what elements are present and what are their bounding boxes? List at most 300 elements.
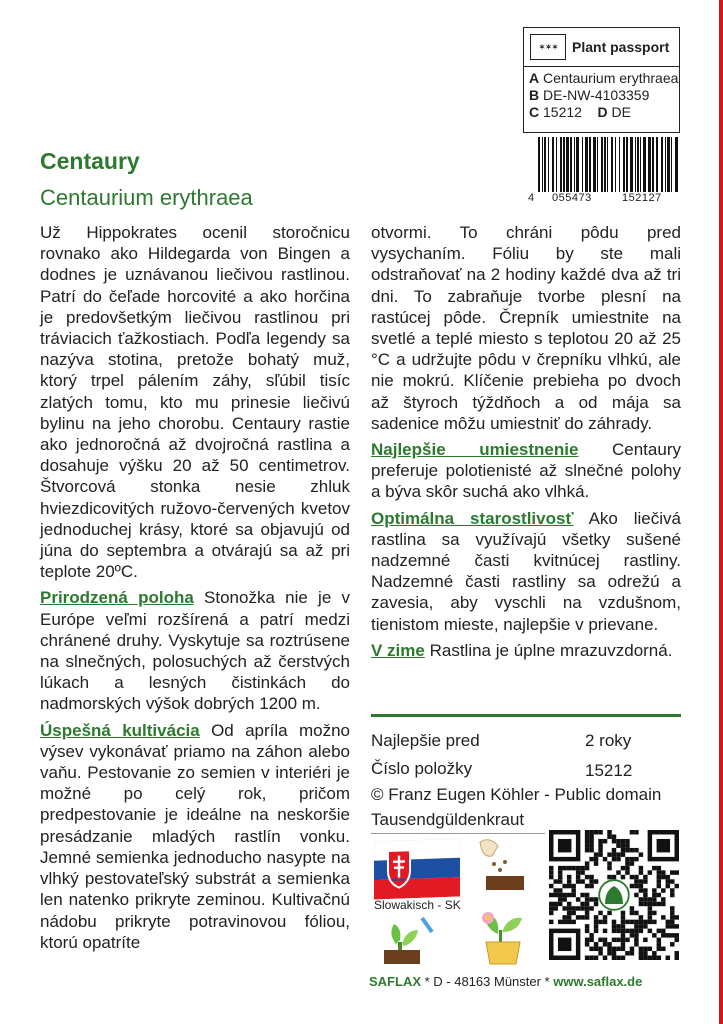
qr-module xyxy=(643,956,647,960)
qr-module xyxy=(589,938,593,942)
qr-module xyxy=(607,830,611,834)
qr-module xyxy=(661,875,665,879)
qr-module xyxy=(634,848,638,852)
qr-module xyxy=(630,929,634,933)
qr-module xyxy=(670,893,674,897)
qr-module xyxy=(567,866,571,870)
qr-module xyxy=(594,920,598,924)
passport-row-cd xyxy=(524,104,679,121)
qr-module xyxy=(585,848,589,852)
qr-module xyxy=(585,924,589,928)
barcode-bar xyxy=(582,137,583,192)
qr-module xyxy=(585,929,589,933)
qr-module xyxy=(657,870,661,874)
footer xyxy=(369,974,642,989)
qr-module xyxy=(657,902,661,906)
qr-module xyxy=(585,893,589,897)
qr-module xyxy=(607,861,611,865)
qr-module xyxy=(571,884,575,888)
cultivation-heading: Úspešná kultivácia xyxy=(40,720,200,740)
qr-module xyxy=(598,920,602,924)
qr-module xyxy=(553,879,557,883)
barcode-bar xyxy=(637,137,639,192)
qr-module xyxy=(585,843,589,847)
qr-module xyxy=(607,866,611,870)
qr-module xyxy=(652,911,656,915)
qr-module xyxy=(589,947,593,951)
qr-module xyxy=(589,897,593,901)
qr-module xyxy=(612,839,616,843)
qr-module xyxy=(675,915,679,919)
qr-module xyxy=(580,915,584,919)
qr-module xyxy=(643,951,647,955)
qr-module xyxy=(630,920,634,924)
qr-module xyxy=(580,902,584,906)
qr-module xyxy=(639,947,643,951)
qr-module xyxy=(603,920,607,924)
qr-module xyxy=(589,857,593,861)
qr-module xyxy=(634,857,638,861)
qr-module xyxy=(567,906,571,910)
qr-module xyxy=(558,888,562,892)
qr-module xyxy=(598,938,602,942)
qr-module xyxy=(648,911,652,915)
barcode-bar xyxy=(665,137,666,192)
qr-module xyxy=(571,888,575,892)
passport-row-a xyxy=(524,70,679,87)
qr-module xyxy=(562,897,566,901)
qr-module xyxy=(666,875,670,879)
qr-module xyxy=(549,875,553,879)
qr-module xyxy=(607,834,611,838)
qr-module xyxy=(549,870,553,874)
qr-module xyxy=(634,875,638,879)
barcode-bar xyxy=(611,137,613,192)
qr-module xyxy=(594,879,598,883)
qr-module xyxy=(616,839,620,843)
qr-module xyxy=(567,902,571,906)
qr-module xyxy=(666,956,670,960)
qr-module xyxy=(621,947,625,951)
qr-module xyxy=(585,830,589,834)
barcode-bar xyxy=(593,137,596,192)
qr-module xyxy=(589,906,593,910)
qr-module xyxy=(594,929,598,933)
qr-module xyxy=(612,875,616,879)
qr-module xyxy=(670,870,674,874)
qr-module xyxy=(603,956,607,960)
qr-module xyxy=(612,929,616,933)
qr-module xyxy=(603,929,607,933)
best-before-value: 2 roky xyxy=(585,731,632,750)
qr-module xyxy=(607,875,611,879)
qr-module xyxy=(612,857,616,861)
qr-module xyxy=(625,870,629,874)
barcode-bar xyxy=(566,137,569,192)
qr-module xyxy=(607,947,611,951)
barcode-bar xyxy=(556,137,557,192)
qr-module xyxy=(625,839,629,843)
qr-module xyxy=(589,839,593,843)
qr-module xyxy=(661,902,665,906)
qr-module xyxy=(616,843,620,847)
qr-module xyxy=(612,951,616,955)
qr-module xyxy=(549,893,553,897)
qr-module xyxy=(670,911,674,915)
barcode-bar xyxy=(544,137,546,192)
qr-module xyxy=(553,888,557,892)
qr-module xyxy=(657,938,661,942)
qr-module xyxy=(639,866,643,870)
qr-module xyxy=(634,933,638,937)
winter-text: Rastlina je úplne mrazuvzdorná. xyxy=(429,640,673,660)
qr-module xyxy=(648,947,652,951)
qr-module xyxy=(558,875,562,879)
qr-module xyxy=(585,938,589,942)
qr-module xyxy=(594,830,598,834)
potted-plant-icon xyxy=(472,904,532,966)
plant-passport-header xyxy=(524,28,679,67)
qr-module xyxy=(675,938,679,942)
qr-module xyxy=(576,875,580,879)
qr-module xyxy=(643,879,647,883)
qr-module xyxy=(607,911,611,915)
qr-module xyxy=(558,902,562,906)
qr-module xyxy=(652,866,656,870)
qr-module xyxy=(639,902,643,906)
barcode-bar xyxy=(675,137,678,192)
intro-paragraph: Už Hippokrates ocenil storočnicu rovnako ako Hildegarda von Bingen a dodnes je uznávanou liečivou rastlinou. Patrí do čeľade horcovité a ako horčina je predovšetkým liečivou rastlinou pri tráviacich ťažkostiach. Podľa legendy sa nazýva stotina, pretože bohatý muž, ktorý trpel pálením záhy, sľúbil tisíc zlatých tomu, kto mu prinesie liečivú bylinu na jeho chorobu. Centaury rastie ako jednoročná až dvojročná rastlina a dosahuje výšku 20 až 50 centimetrov. Štvorcová stonka nesie zhluk hviezdicovitých ružovo-červených kvetov jednoduchej krásy, ktoré sa objavujú od júna do septembra a otvárajú sa až pri teplote 20ºC. xyxy=(40,223,350,582)
qr-module xyxy=(621,933,625,937)
qr-module xyxy=(585,875,589,879)
qr-module xyxy=(639,870,643,874)
qr-module xyxy=(675,933,679,937)
watering-seedling-icon xyxy=(376,914,440,966)
qr-module xyxy=(616,857,620,861)
qr-module xyxy=(598,830,602,834)
qr-module xyxy=(670,888,674,892)
qr-module xyxy=(621,866,625,870)
qr-module xyxy=(657,942,661,946)
right-text-column xyxy=(371,222,681,666)
barcode-bar xyxy=(652,137,654,192)
qr-module xyxy=(594,942,598,946)
qr-module xyxy=(630,848,634,852)
barcode-bar xyxy=(597,137,598,192)
qr-module xyxy=(643,875,647,879)
qr-module xyxy=(666,879,670,883)
barcode-bar xyxy=(538,137,540,192)
barcode-bar xyxy=(542,137,543,192)
qr-module xyxy=(661,929,665,933)
qr-module xyxy=(648,956,652,960)
qr-module xyxy=(549,866,553,870)
qr-module xyxy=(612,938,616,942)
qr-module xyxy=(670,924,674,928)
qr-module xyxy=(585,906,589,910)
qr-module xyxy=(634,924,638,928)
qr-module xyxy=(625,848,629,852)
qr-module xyxy=(621,938,625,942)
qr-module xyxy=(585,915,589,919)
qr-module xyxy=(607,852,611,856)
passport-row-b xyxy=(524,87,679,104)
qr-module xyxy=(652,956,656,960)
barcode-right-digits: 152127 xyxy=(622,192,662,204)
qr-module xyxy=(594,857,598,861)
qr-module xyxy=(639,879,643,883)
qr-module xyxy=(661,888,665,892)
qr-module xyxy=(621,920,625,924)
qr-module xyxy=(612,956,616,960)
qr-module xyxy=(643,924,647,928)
qr-module xyxy=(567,920,571,924)
qr-finder-pattern xyxy=(558,839,571,852)
qr-module xyxy=(634,884,638,888)
qr-module xyxy=(630,861,634,865)
qr-module xyxy=(612,852,616,856)
barcode-bar xyxy=(661,137,663,192)
product-latin-name: Centaurium erythraea xyxy=(40,185,253,210)
qr-module xyxy=(621,924,625,928)
qr-module xyxy=(553,893,557,897)
qr-module xyxy=(625,929,629,933)
barcode-bar xyxy=(604,137,606,192)
qr-module xyxy=(648,929,652,933)
qr-module xyxy=(594,915,598,919)
qr-module xyxy=(598,848,602,852)
habitat-heading: Prirodzená poloha xyxy=(40,588,194,608)
info-underline xyxy=(371,833,545,834)
qr-module xyxy=(562,866,566,870)
qr-module xyxy=(576,915,580,919)
qr-module xyxy=(616,938,620,942)
qr-module xyxy=(657,956,661,960)
qr-module xyxy=(666,924,670,928)
qr-module xyxy=(643,888,647,892)
qr-module xyxy=(675,924,679,928)
qr-module xyxy=(657,947,661,951)
barcode-bar xyxy=(589,137,591,192)
qr-module xyxy=(603,915,607,919)
qr-module xyxy=(639,888,643,892)
qr-module xyxy=(634,942,638,946)
qr-module xyxy=(567,911,571,915)
qr-module xyxy=(589,830,593,834)
qr-module xyxy=(639,951,643,955)
qr-module xyxy=(634,920,638,924)
qr-module xyxy=(558,866,562,870)
qr-module xyxy=(585,839,589,843)
passport-a-label: A xyxy=(529,70,540,86)
qr-module xyxy=(616,929,620,933)
qr-module xyxy=(594,861,598,865)
qr-module xyxy=(589,875,593,879)
qr-module xyxy=(630,884,634,888)
barcode-bar xyxy=(626,137,628,192)
barcode-bar xyxy=(601,137,603,192)
qr-module xyxy=(576,870,580,874)
footer-website-link[interactable]: www.saflax.de xyxy=(553,974,643,989)
barcode-bar xyxy=(615,137,616,192)
qr-module xyxy=(639,956,643,960)
qr-module xyxy=(675,956,679,960)
qr-module xyxy=(630,947,634,951)
qr-module xyxy=(616,947,620,951)
qr-module xyxy=(621,915,625,919)
qr-module xyxy=(643,938,647,942)
qr-module xyxy=(670,942,674,946)
qr-module xyxy=(625,920,629,924)
footer-brand: SAFLAX xyxy=(369,974,421,989)
passport-d-label: D xyxy=(597,104,608,120)
qr-module xyxy=(549,884,553,888)
barcode-bar xyxy=(548,137,549,192)
qr-module xyxy=(571,911,575,915)
qr-module xyxy=(585,897,589,901)
qr-module xyxy=(585,911,589,915)
qr-module xyxy=(639,897,643,901)
qr-module xyxy=(639,924,643,928)
qr-module xyxy=(648,920,652,924)
care-heading: Optimálna starostlivosť xyxy=(371,508,574,528)
item-number-label: Číslo položky xyxy=(371,759,473,778)
qr-module xyxy=(616,870,620,874)
qr-module xyxy=(666,933,670,937)
qr-module xyxy=(571,893,575,897)
location-paragraph xyxy=(371,439,681,503)
qr-module xyxy=(625,951,629,955)
qr-module xyxy=(562,893,566,897)
passport-a-value: Centaurium erythraea xyxy=(543,70,679,86)
barcode-bar xyxy=(648,137,651,192)
qr-finder-pattern xyxy=(558,938,571,951)
qr-module xyxy=(580,870,584,874)
winter-paragraph xyxy=(371,640,681,661)
qr-module xyxy=(594,902,598,906)
qr-module xyxy=(558,897,562,901)
german-name: Tausendgüldenkraut xyxy=(371,810,525,829)
qr-module xyxy=(652,897,656,901)
qr-module xyxy=(594,956,598,960)
barcode-bar xyxy=(671,137,672,192)
qr-module xyxy=(648,870,652,874)
qr-module xyxy=(603,938,607,942)
passport-b-label: B xyxy=(529,87,540,103)
qr-module xyxy=(670,915,674,919)
qr-module xyxy=(603,857,607,861)
qr-module xyxy=(625,861,629,865)
best-before-label: Najlepšie pred xyxy=(371,731,480,750)
qr-module xyxy=(558,879,562,883)
qr-module xyxy=(648,902,652,906)
qr-module xyxy=(598,911,602,915)
qr-module xyxy=(657,875,661,879)
qr-module xyxy=(594,947,598,951)
qr-module xyxy=(630,875,634,879)
qr-module xyxy=(621,848,625,852)
qr-module xyxy=(639,920,643,924)
location-text: Centaury preferuje polotienisté až slnečné polohy a býva skôr suchá ako vlhká. xyxy=(371,440,681,502)
footer-address: * D - 48163 Münster * xyxy=(421,974,554,989)
qr-module xyxy=(612,848,616,852)
qr-module xyxy=(675,951,679,955)
qr-module xyxy=(661,870,665,874)
qr-module xyxy=(567,915,571,919)
qr-module xyxy=(657,893,661,897)
cultivation-paragraph xyxy=(40,720,350,953)
qr-module xyxy=(576,906,580,910)
care-paragraph xyxy=(371,508,681,635)
qr-module xyxy=(603,839,607,843)
qr-module xyxy=(652,920,656,924)
qr-module xyxy=(549,911,553,915)
cultivation-text: Od apríla možno výsev vykonávať priamo na záhon alebo vaňu. Pestovanie zo semien v interiéri je možné po celý rok, pričom predpestovanie je ideálne na neskoršie presádzanie mladých rastlín vonku. Jemné semienka jednoducho nasypte na vlhký pestovateľský substrát a semienka len natenko prikryte zeminou. Kultivačnú nádobu prikryte potravinovou fóliou, ktorú opatríte xyxy=(40,720,350,952)
item-number-value: 15212 xyxy=(585,761,633,780)
qr-module xyxy=(675,870,679,874)
qr-module xyxy=(630,857,634,861)
qr-module xyxy=(621,929,625,933)
cultivation-continued: otvormi. To chráni pôdu pred vysychaním. Fóliu by ste mali odstraňovať na 2 hodiny každé dva až tri dni. To zabraňuje tvorbe plesní na rastúcej pôde. Črepník umiestnite na svetlé a teplé miesto s teplotou 20 až 25 °C a udržujte pôdu v črepníku vlhkú, ale nie mokrú. Klíčenie prebieha po dvoch až štyroch týždňoch a od mája sa sadenice môžu umiestniť do záhrady. xyxy=(371,223,681,433)
flag-caption: Slowakisch - SK xyxy=(374,898,461,912)
qr-module xyxy=(621,942,625,946)
product-name: Centaury xyxy=(40,148,140,174)
qr-module xyxy=(571,866,575,870)
qr-module xyxy=(562,920,566,924)
eu-flag-icon: ✶✶✶ xyxy=(530,34,566,60)
qr-module xyxy=(598,843,602,847)
qr-code[interactable] xyxy=(549,830,679,960)
qr-module xyxy=(621,911,625,915)
passport-d-value: DE xyxy=(611,104,631,120)
qr-module xyxy=(589,884,593,888)
slovak-flag-icon xyxy=(374,838,460,899)
qr-module xyxy=(639,929,643,933)
winter-heading: V zime xyxy=(371,640,425,660)
qr-module xyxy=(657,879,661,883)
qr-module xyxy=(661,915,665,919)
qr-module xyxy=(567,879,571,883)
qr-module xyxy=(598,839,602,843)
qr-module xyxy=(648,897,652,901)
barcode-bar xyxy=(630,137,633,192)
qr-module xyxy=(571,906,575,910)
qr-module xyxy=(652,933,656,937)
barcode-bar xyxy=(552,137,554,192)
qr-module xyxy=(585,866,589,870)
qr-module xyxy=(643,902,647,906)
plant-passport-title: Plant passport xyxy=(572,39,670,55)
qr-module xyxy=(639,884,643,888)
qr-module xyxy=(612,924,616,928)
qr-module xyxy=(670,933,674,937)
qr-module xyxy=(589,933,593,937)
qr-module xyxy=(598,947,602,951)
barcode-bar xyxy=(640,137,641,192)
qr-module xyxy=(576,879,580,883)
barcode-bar xyxy=(560,137,562,192)
qr-module xyxy=(657,866,661,870)
qr-module xyxy=(594,852,598,856)
qr-module xyxy=(576,897,580,901)
qr-module xyxy=(603,942,607,946)
qr-module xyxy=(630,830,634,834)
qr-module xyxy=(657,929,661,933)
qr-module xyxy=(670,906,674,910)
qr-module xyxy=(558,870,562,874)
qr-module xyxy=(634,893,638,897)
barcode-left-digits: 055473 xyxy=(552,192,592,204)
